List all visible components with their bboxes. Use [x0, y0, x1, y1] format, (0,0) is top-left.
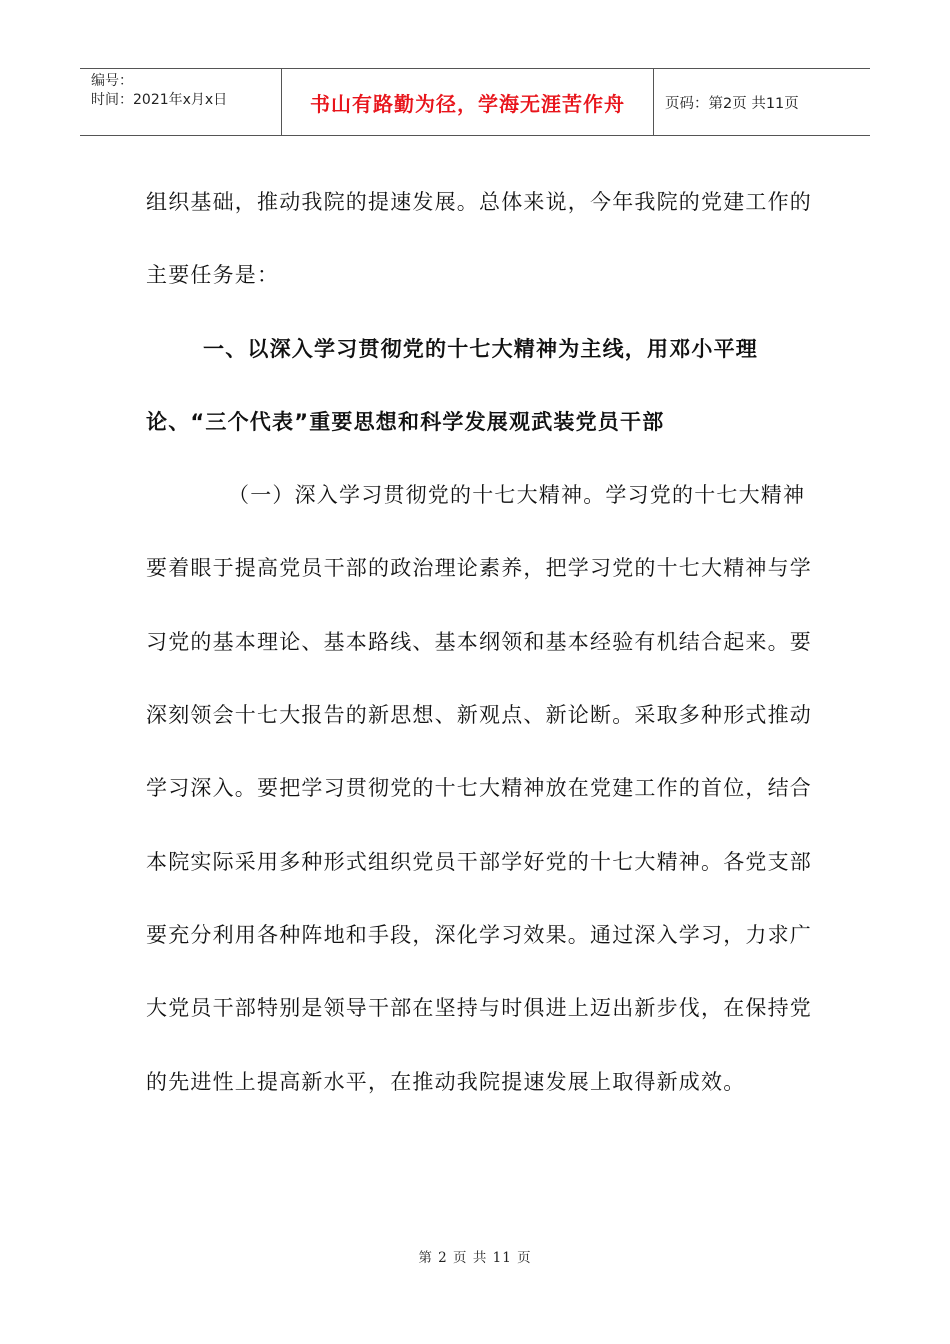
header-page-info: 页码：第2页 共11页: [665, 95, 799, 112]
document-date: 时间：2021年x月x日: [91, 92, 228, 108]
section-heading: 一、以深入学习贯彻党的十七大精神为主线，用邓小平理论、“三个代表”重要思想和科学发展观武装党员干部: [146, 336, 758, 434]
page-footer: 第 2 页 共 11 页: [418, 1250, 532, 1266]
body-paragraph: （一）深入学习贯彻党的十七大精神。学习党的十七大精神要着眼于提高党员干部的政治理论素养，把学习党的十七大精神与学习党的基本理论、基本路线、基本纲领和基本经验有机结合起来。要深刻领会十七大报告的新思想、新观点、新论断。采取多种形式推动学习深入。要把学习贯彻党的十七大精神放在党建工作的首位，结合本院实际采用多种形式组织党员干部学好党的十七大精神。各党支部要充分利用各种阵地和手段，深化学习效果。通过深入学习，力求广大党员干部特别是领导干部在坚持与时俱进上迈出新步伐，在保持党的先进性上提高新水平，在推动我院提速发展上取得新成效。: [146, 483, 812, 1094]
document-number-label: 编号：: [91, 73, 133, 89]
header-page-info-cell: [654, 69, 870, 135]
continued-paragraph: 组织基础，推动我院的提速发展。总体来说，今年我院的党建工作的主要任务是：: [146, 190, 812, 288]
header-motto: 书山有路勤为径，学海无涯苦作舟: [310, 91, 625, 116]
header-motto-cell: [282, 69, 654, 135]
header-meta: [80, 69, 282, 135]
page-header: [80, 68, 870, 136]
document-body: [146, 166, 826, 1119]
